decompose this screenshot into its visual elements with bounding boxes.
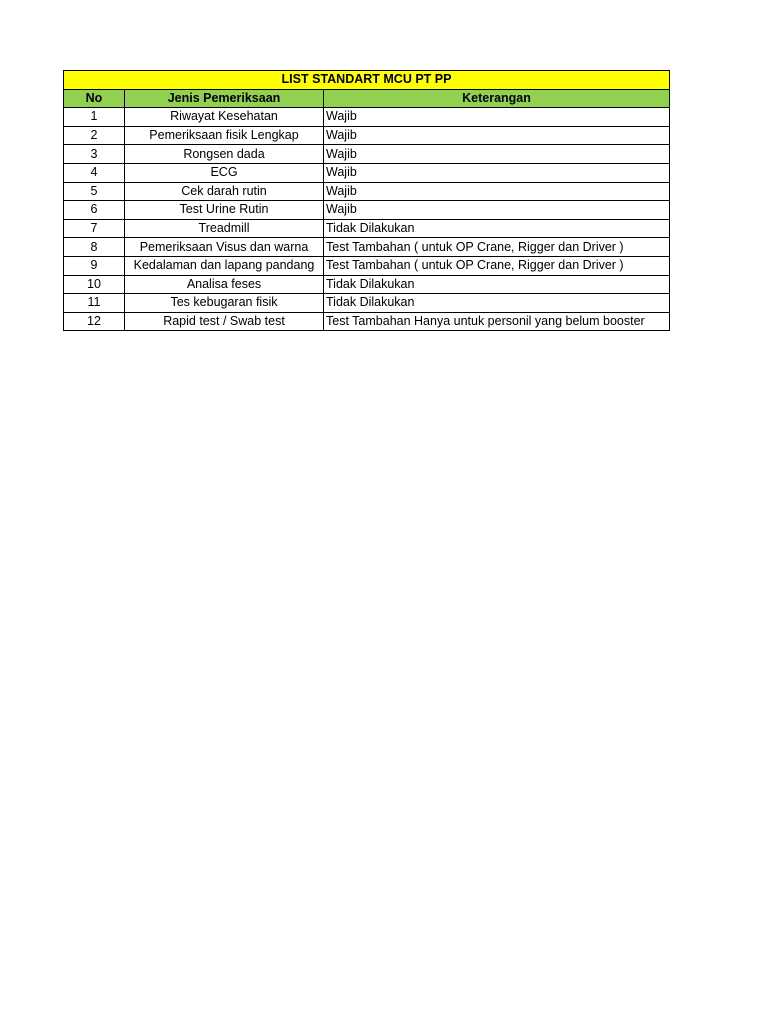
row-jenis-cell: Rapid test / Swab test bbox=[125, 312, 324, 331]
table-row bbox=[64, 312, 670, 331]
row-jenis-cell: ECG bbox=[125, 163, 324, 182]
row-no-cell: 11 bbox=[64, 294, 125, 313]
row-jenis-cell: Cek darah rutin bbox=[125, 182, 324, 201]
row-no-cell: 1 bbox=[64, 108, 125, 127]
row-jenis-cell: Treadmill bbox=[125, 219, 324, 238]
row-no-cell: 3 bbox=[64, 145, 125, 164]
row-no-cell: 10 bbox=[64, 275, 125, 294]
row-keterangan-cell: Test Tambahan ( untuk OP Crane, Rigger dan Driver ) bbox=[324, 256, 670, 275]
table-row bbox=[64, 294, 670, 313]
row-no-cell: 7 bbox=[64, 219, 125, 238]
row-jenis-cell: Kedalaman dan lapang pandang bbox=[125, 256, 324, 275]
table-title: LIST STANDART MCU PT PP bbox=[64, 71, 670, 90]
row-no-cell: 2 bbox=[64, 126, 125, 145]
row-keterangan-cell: Wajib bbox=[324, 126, 670, 145]
row-keterangan-cell: Tidak Dilakukan bbox=[324, 275, 670, 294]
table-row bbox=[64, 256, 670, 275]
table-title-row bbox=[64, 71, 670, 90]
table-row bbox=[64, 145, 670, 164]
row-jenis-cell: Tes kebugaran fisik bbox=[125, 294, 324, 313]
header-jenis-pemeriksaan: Jenis Pemeriksaan bbox=[125, 89, 324, 108]
row-no-cell: 12 bbox=[64, 312, 125, 331]
row-keterangan-cell: Wajib bbox=[324, 201, 670, 220]
table-body bbox=[64, 108, 670, 331]
table-row bbox=[64, 182, 670, 201]
row-keterangan-cell: Wajib bbox=[324, 182, 670, 201]
table-row bbox=[64, 238, 670, 257]
table-row bbox=[64, 126, 670, 145]
row-no-cell: 9 bbox=[64, 256, 125, 275]
table-row bbox=[64, 275, 670, 294]
row-keterangan-cell: Test Tambahan Hanya untuk personil yang belum booster bbox=[324, 312, 670, 331]
row-no-cell: 6 bbox=[64, 201, 125, 220]
table-row bbox=[64, 201, 670, 220]
row-jenis-cell: Pemeriksaan fisik Lengkap bbox=[125, 126, 324, 145]
row-jenis-cell: Pemeriksaan Visus dan warna bbox=[125, 238, 324, 257]
row-jenis-cell: Rongsen dada bbox=[125, 145, 324, 164]
row-jenis-cell: Analisa feses bbox=[125, 275, 324, 294]
row-no-cell: 5 bbox=[64, 182, 125, 201]
table-row bbox=[64, 108, 670, 127]
row-jenis-cell: Riwayat Kesehatan bbox=[125, 108, 324, 127]
mcu-standard-table bbox=[63, 70, 670, 331]
row-jenis-cell: Test Urine Rutin bbox=[125, 201, 324, 220]
header-keterangan: Keterangan bbox=[324, 89, 670, 108]
row-keterangan-cell: Wajib bbox=[324, 145, 670, 164]
row-no-cell: 8 bbox=[64, 238, 125, 257]
table-row bbox=[64, 219, 670, 238]
row-keterangan-cell: Tidak Dilakukan bbox=[324, 294, 670, 313]
row-no-cell: 4 bbox=[64, 163, 125, 182]
row-keterangan-cell: Wajib bbox=[324, 108, 670, 127]
header-no: No bbox=[64, 89, 125, 108]
table-row bbox=[64, 163, 670, 182]
row-keterangan-cell: Wajib bbox=[324, 163, 670, 182]
row-keterangan-cell: Tidak Dilakukan bbox=[324, 219, 670, 238]
row-keterangan-cell: Test Tambahan ( untuk OP Crane, Rigger dan Driver ) bbox=[324, 238, 670, 257]
table-header-row bbox=[64, 89, 670, 108]
